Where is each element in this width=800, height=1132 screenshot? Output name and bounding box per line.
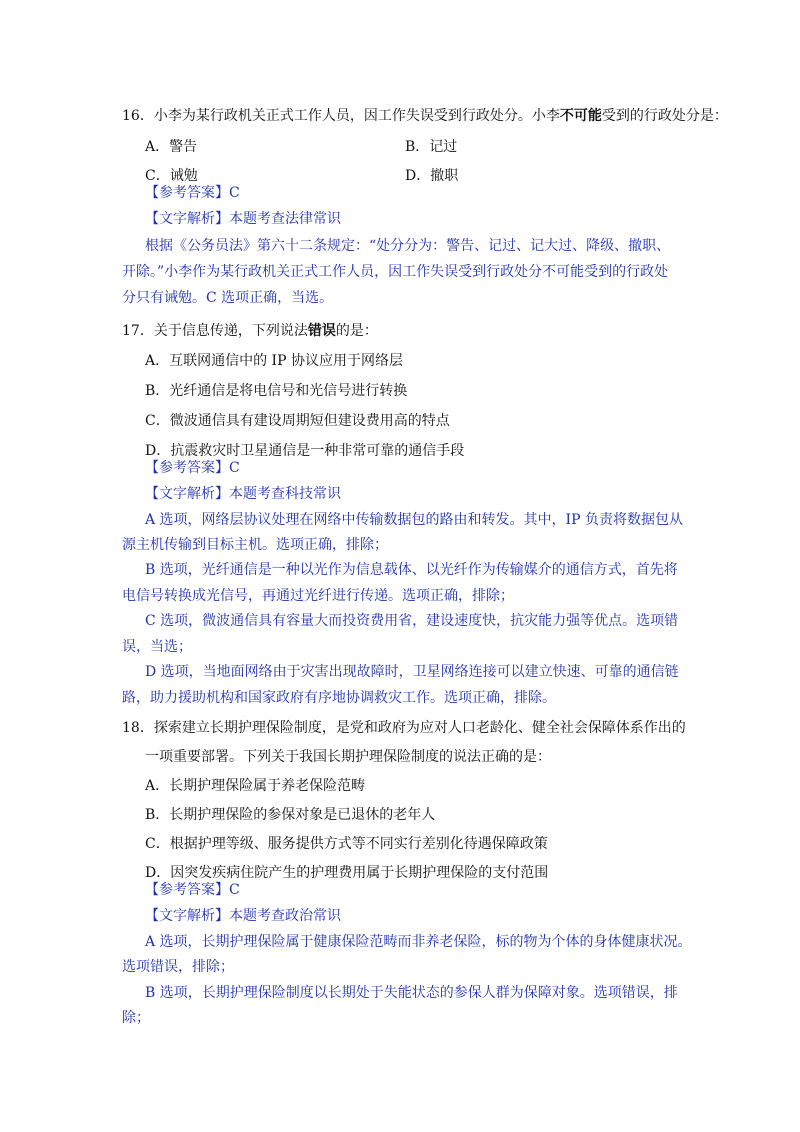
question-18-option-a: A．长期护理保险属于养老保险范畴	[145, 778, 366, 794]
question-17-analysis-title: 【文字解析】本题考查科技常识	[145, 486, 341, 502]
question-16-stem-emphasis: 不可能	[559, 108, 602, 124]
question-18-option-b: B．长期护理保险的参保对象是已退休的老年人	[145, 807, 436, 823]
question-16-stem-part1: 16．小李为某行政机关正式工作人员，因工作失误受到行政处分。小李	[122, 108, 560, 124]
question-18-option-c: C．根据护理等级、服务提供方式等不同实行差别化待遇保障政策	[145, 836, 548, 852]
question-16-explanation-line: 根据《公务员法》第六十二条规定：“处分分为：警告、记过、记大过、降级、撤职、	[145, 238, 671, 254]
question-18-stem: 18．探索建立长期护理保险制度，是党和政府为应对人口老龄化、健全社会保障体系作出的	[122, 720, 686, 736]
question-18-stem: 一项重要部署。下列关于我国长期护理保险制度的说法正确的是：	[145, 749, 551, 765]
question-18-explanation-line: 选项错误，排除；	[122, 959, 234, 975]
question-17-stem	[122, 321, 378, 341]
question-18-answer: 【参考答案】C	[145, 882, 240, 898]
question-17-stem-part2: 的是：	[335, 323, 378, 339]
question-17-option-b: B．光纤通信是将电信号和光信号进行转换	[145, 383, 408, 399]
question-18-explanation-line: A 选项，长期护理保险属于健康保险范畴而非养老保险，标的物为个体的身体健康状况。	[145, 934, 692, 950]
question-16-stem	[122, 106, 728, 126]
question-16-stem-part2: 受到的行政处分是：	[601, 108, 728, 124]
question-16-option-a: A．警告	[145, 139, 198, 155]
question-17-option-a: A．互联网通信中的 IP 协议应用于网络层	[145, 353, 403, 369]
question-16-explanation-line: 分只有诫勉。C 选项正确，当选。	[122, 290, 334, 306]
question-16-option-b: B．记过	[405, 139, 458, 155]
question-17-answer: 【参考答案】C	[145, 460, 240, 476]
question-17-explanation-line: A 选项，网络层协议处理在网络中传输数据包的路由和转发。其中，IP 负责将数据包从	[145, 512, 683, 528]
question-17-explanation-line: 路，助力援助机构和国家政府有序地协调救灾工作。选项正确，排除。	[122, 690, 556, 706]
question-16-option-d: D．撤职	[405, 168, 459, 184]
question-17-option-c: C．微波通信具有建设周期短但建设费用高的特点	[145, 413, 450, 429]
question-17-explanation-line: 电信号转换成光信号，再通过光纤进行传递。选项正确，排除；	[122, 588, 514, 604]
question-17-explanation-line: D 选项，当地面网络由于灾害出现故障时，卫星网络连接可以建立快速、可靠的通信链	[145, 664, 679, 680]
question-18-analysis-title: 【文字解析】本题考查政治常识	[145, 908, 341, 924]
question-17-explanation-line: 源主机传输到目标主机。选项正确，排除；	[122, 537, 388, 553]
question-17-explanation-line: 误，当选；	[122, 639, 192, 655]
question-18-explanation-line: B 选项，长期护理保险制度以长期处于失能状态的参保人群为保障对象。选项错误，排	[145, 985, 678, 1001]
question-16-option-c: C．诫勉	[145, 168, 198, 184]
question-18-option-d: D．因突发疾病住院产生的护理费用属于长期护理保险的支付范围	[145, 865, 549, 881]
question-16-analysis-title: 【文字解析】本题考查法律常识	[145, 211, 341, 227]
question-17-explanation-line: B 选项，光纤通信是一种以光作为信息载体、以光纤作为传输媒介的通信方式，首先将	[145, 562, 678, 578]
question-16-explanation-line: 开除。”小李作为某行政机关正式工作人员，因工作失误受到行政处分不可能受到的行政处	[122, 264, 669, 280]
question-18-explanation-line: 除；	[122, 1010, 150, 1026]
question-17-stem-part1: 17．关于信息传递，下列说法	[122, 323, 308, 339]
question-17-option-d: D．抗震救灾时卫星通信是一种非常可靠的通信手段	[145, 443, 465, 459]
question-17-explanation-line: C 选项，微波通信具有容量大而投资费用省，建设速度快，抗灾能力强等优点。选项错	[145, 613, 679, 629]
question-16-answer: 【参考答案】C	[145, 185, 240, 201]
question-17-stem-emphasis: 错误	[307, 323, 336, 339]
